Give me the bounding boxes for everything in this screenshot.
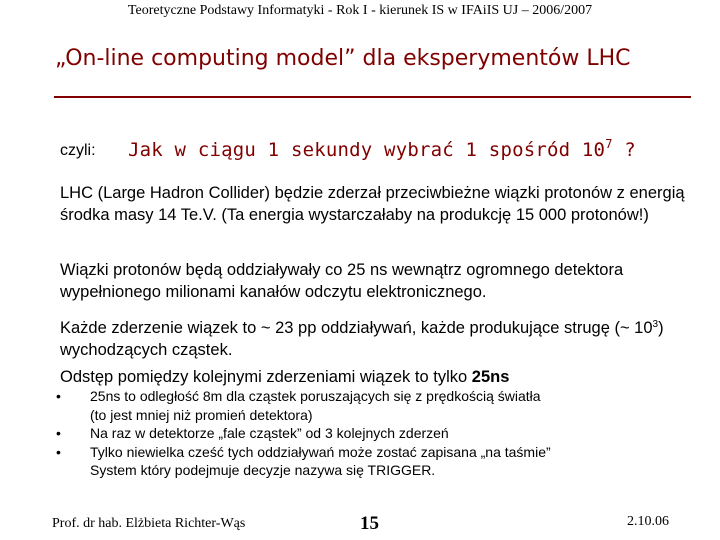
paragraph-lhc: LHC (Large Hadron Collider) będzie zderzał przeciwbieżne wiązki protonów z energią środka masy 14 Te.V. (Ta energia wystarczałaby na produkcję 15 000 protonów!) bbox=[60, 184, 685, 224]
bullet-text-continuation: (to jest mniej niż promień detektora) bbox=[90, 406, 313, 423]
headline-label: czyli: bbox=[60, 142, 96, 159]
paragraph-collisions-after: ) wychodzących cząstek. bbox=[60, 319, 664, 359]
list-item bbox=[52, 443, 692, 462]
paragraph-beams: Wiązki protonów będą oddziaływały co 25 ns wewnątrz ogromnego detektora wypełnionego milionami kanałów odczytu elektronicznego. bbox=[60, 261, 624, 301]
page-number: 15 bbox=[360, 513, 379, 534]
bullet-text: 25ns to odległość 8m dla cząstek poruszających się z prędkością światła bbox=[90, 388, 541, 404]
trigger-note: System który podejmuje decyzje nazywa się TRIGGER. bbox=[90, 462, 436, 478]
paragraph-collisions-exponent: 3 bbox=[652, 319, 659, 330]
bullet-marker: • bbox=[56, 388, 61, 404]
bullet-text: Na raz w detektorze „fale cząstek” od 3 kolejnych zderzeń bbox=[90, 425, 449, 441]
paragraph-interval bbox=[60, 366, 700, 388]
bullet-list bbox=[52, 387, 692, 480]
slide-header: Teoretyczne Podstawy Informatyki - Rok I - kierunek IS w IFAiIS UJ – 2006/2007 bbox=[127, 3, 593, 18]
headline-suffix: ? bbox=[612, 139, 636, 161]
title-divider bbox=[54, 96, 691, 98]
footer-date: 2.10.06 bbox=[627, 514, 669, 529]
headline-exponent: 7 bbox=[605, 137, 613, 151]
slide-title: „On-line computing model” dla eksperymentów LHC bbox=[55, 46, 631, 71]
headline bbox=[128, 137, 636, 161]
footer-author: Prof. dr hab. Elżbieta Richter-Wąs bbox=[52, 516, 246, 531]
list-item bbox=[52, 424, 692, 443]
paragraph-interval-bold: 25ns bbox=[471, 368, 510, 386]
bullet-marker: • bbox=[56, 443, 61, 460]
paragraph-collisions bbox=[60, 314, 700, 361]
paragraph-interval-text: Odstęp pomiędzy kolejnymi zderzeniami wiązek to tylko bbox=[60, 368, 472, 386]
paragraph-collisions-before: Każde zderzenie wiązek to ~ 23 pp oddziaływań, każde produkujące strugę (~ 10 bbox=[60, 319, 653, 337]
list-item bbox=[52, 387, 692, 424]
bullet-marker: • bbox=[56, 425, 61, 441]
headline-text: Jak w ciągu 1 sekundy wybrać 1 spośród 10 bbox=[128, 139, 606, 161]
bullet-text: Tylko niewielka cześć tych oddziaływań może zostać zapisana „na taśmie” bbox=[90, 443, 551, 460]
